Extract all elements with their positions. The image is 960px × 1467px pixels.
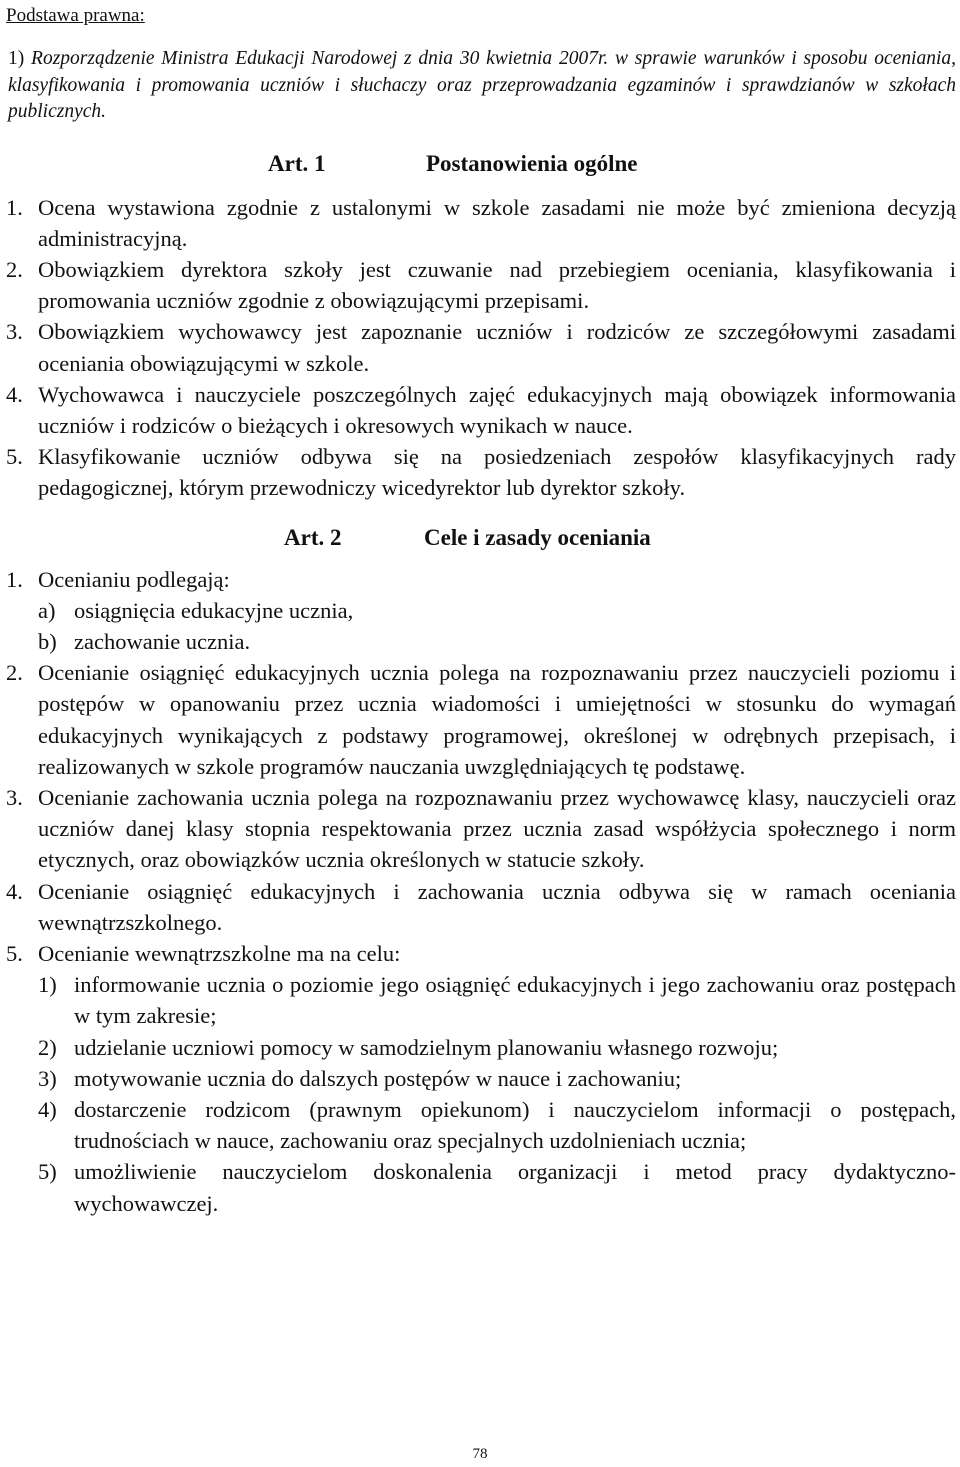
article-2-title: Cele i zasady oceniania [424,524,651,550]
article-2-item: 2. Ocenianie osiągnięć edukacyjnych ucznia polega na rozpoznawaniu przez nauczycieli poziomu i postępów w opanowaniu przez ucznia wiadomości i umiejętności w stosunku do wymagań edukacyjnych wynikających z podstawy programowej, określonej w odrębnych przepisach, i realizowanych w szkole programów nauczania uwzględniających tę podstawę. [6,660,956,779]
article-1-item: 2. Obowiązkiem dyrektora szkoły jest czuwanie nad przebiegiem oceniania, klasyfikowania i promowania uczniów zgodnie z obowiązującymi przepisami. [6,256,956,314]
goal-item: 3) motywowanie ucznia do dalszych postępów w nauce i zachowaniu; [38,1065,682,1091]
article-2-item: 3. Ocenianie zachowania ucznia polega na rozpoznawaniu przez wychowawcę klasy, nauczycieli oraz uczniów danej klasy stopnia respektowania przez ucznia zasad współżycia społecznego i norm etycznych, oraz obowiązków ucznia określonych w statucie szkoły. [6,784,956,873]
regulation-text: Rozporządzenie Ministra Edukacji Narodowej z dnia 30 kwietnia 2007r. w sprawie warunków i sposobu oceniania, klasyfikowania i promowania uczniów i słuchaczy oraz przeprowadzania egzaminów i sprawdzianów w szkołach publicznych. [8,48,956,122]
article-2-item: 1. Ocenianiu podlegają: [6,566,230,592]
document-page [6,0,956,1219]
goal-item: 2) udzielanie uczniowi pomocy w samodzielnym planowaniu własnego rozwoju; [38,1034,779,1060]
regulation-number: 1) [8,48,25,69]
article-2-item: 4. Ocenianie osiągnięć edukacyjnych i zachowania ucznia odbywa się w ramach oceniania wewnątrzszkolnego. [6,878,956,935]
article-1-item: 4. Wychowawca i nauczyciele poszczególnych zajęć edukacyjnych mają obowiązek informowania uczniów i rodziców o bieżących i okresowych wynikach w nauce. [6,381,956,438]
article-2-number: Art. 2 [284,524,342,550]
article-2-list [6,564,956,1219]
article-2-subitem: b) zachowanie ucznia. [38,628,251,654]
legal-basis-heading [6,4,956,28]
legal-basis-label: Podstawa prawna: [6,5,145,26]
goal-item: 1) informowanie ucznia o poziomie jego osiągnięć edukacyjnych i jego zachowaniu oraz postępach w tym zakresie; [38,972,956,1029]
article-1-item: 1. Ocena wystawiona zgodnie z ustalonymi w szkole zasadami nie może być zmieniona decyzją administracyjną. [6,194,956,251]
article-1-heading [6,148,956,184]
article-1-list [6,192,956,504]
article-1-item: 5. Klasyfikowanie uczniów odbywa się na posiedzeniach zespołów klasyfikacyjnych rady pedagogicznej, którym przewodniczy wicedyrektor lub dyrektor szkoły. [6,444,956,501]
page-number: 78 [472,1446,488,1462]
article-2-item: 5. Ocenianie wewnątrzszkolne ma na celu: [6,940,401,966]
article-1-item: 3. Obowiązkiem wychowawcy jest zapoznanie uczniów i rodziców ze szczegółowymi zasadami oceniania obowiązującymi w szkole. [6,319,956,376]
article-2-subitem: a) osiągnięcia edukacyjne ucznia, [38,597,354,623]
regulation-reference [6,46,956,126]
article-2-heading [6,522,956,558]
goal-item: 4) dostarczenie rodzicom (prawnym opiekunom) i nauczycielom informacji o postępach, trudnościach w nauce, zachowaniu oraz specjalnych uzdolnieniach ucznia; [38,1096,956,1154]
article-1-title: Postanowienia ogólne [426,150,638,176]
article-1-number: Art. 1 [268,150,326,176]
goal-item: 5) umożliwienie nauczycielom doskonalenia organizacji i metod pracy dydaktyczno-wychowawczej. [38,1159,956,1216]
